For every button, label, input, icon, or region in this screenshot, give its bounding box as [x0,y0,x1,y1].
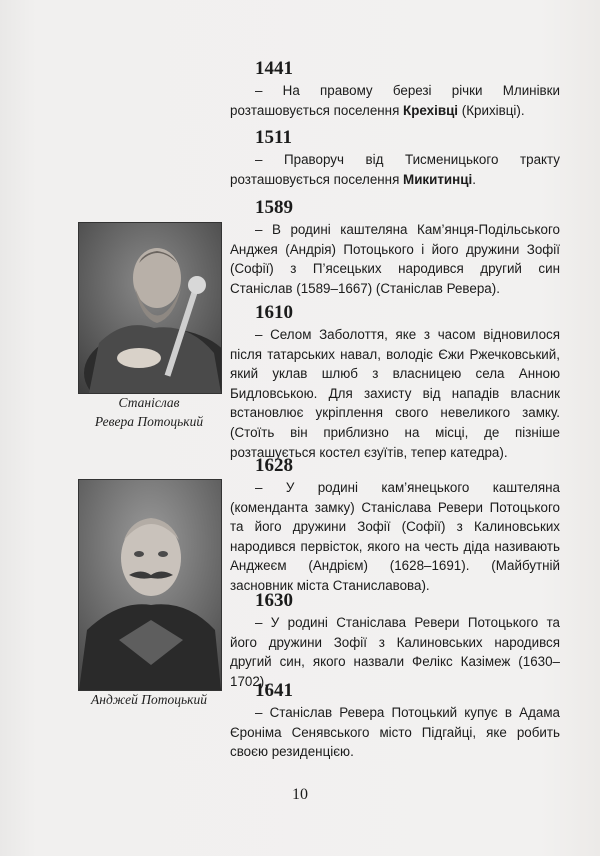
portrait-andzhei-image [78,479,222,691]
entry-text: – В родині каштеляна Кам’янця-Подільського Анджея (Андрія) Потоцького і його дружини Зофії (Софії) з П’ясецьких народився другий син Станіслав (1589–1667) (Станіслав Ревера). [230,222,560,296]
portrait-caption-line: Ревера Потоцький [94,414,204,429]
chronicle-entry [230,302,560,462]
entry-text: – Станіслав Ревера Потоцький купує в Адама Єроніма Сенявського місто Підгайці, яке робить своєю резиденцією. [230,705,560,760]
entry-year: 1589 [255,197,293,218]
entry-year: 1610 [255,302,293,323]
entry-text: – На правому березі річки Млинівки розташовується поселення Крехівці (Крихівці). [230,83,560,118]
entry-highlight: Микитинці [403,171,473,187]
chronicle-entry [230,127,560,189]
page-number: 10 [292,786,308,803]
portrait-caption-line: Анджей Потоцький [91,692,207,707]
entry-year: 1628 [255,455,293,476]
entry-year: 1511 [255,127,292,148]
chronicle-entry [230,197,560,298]
entry-text: – Праворуч від Тисменицького тракту розташовується поселення Микитинці. [230,152,560,187]
entry-year: 1641 [255,680,293,701]
entry-text: – У родині Станіслава Ревери Потоцького та його дружини Зофії з Калиновських народився другий син, якого назвали Фелікс Казімеж (1630–1702). [230,615,560,689]
chronicle-entry [230,58,560,120]
portrait-caption-line: Станіслав [118,395,180,410]
chronicle-entry [230,455,560,596]
chronicle-entry [230,590,560,691]
entry-text: – Селом Заболоття, яке з часом відновилося після татарських навал, володіє Єжи Ржечковський, який уклав шлюб з власницею села Анною Бидловською. Для захисту від нападів власник встановлює укріплення свого невеликого замку. (Стоїть він приблизно на місці, де пізніше розташується костел єзуїтів, тепер катедра). [230,327,560,460]
entry-highlight: Крехівці [403,102,459,118]
entry-text: – У родині кам’янецького каштеляна (коменданта замку) Станіслава Ревери Потоцького та його дружини Зофії (Софії) з Калиновських народився первісток, якого на честь діда називають Анджеєм (Андрієм) (1628–1691). (Майбутній засновник міста Станиславова). [230,480,560,593]
chronicle-entry [230,680,560,762]
portrait-stanislav-image [78,222,222,394]
entry-year: 1441 [255,58,293,79]
entry-year: 1630 [255,590,293,611]
